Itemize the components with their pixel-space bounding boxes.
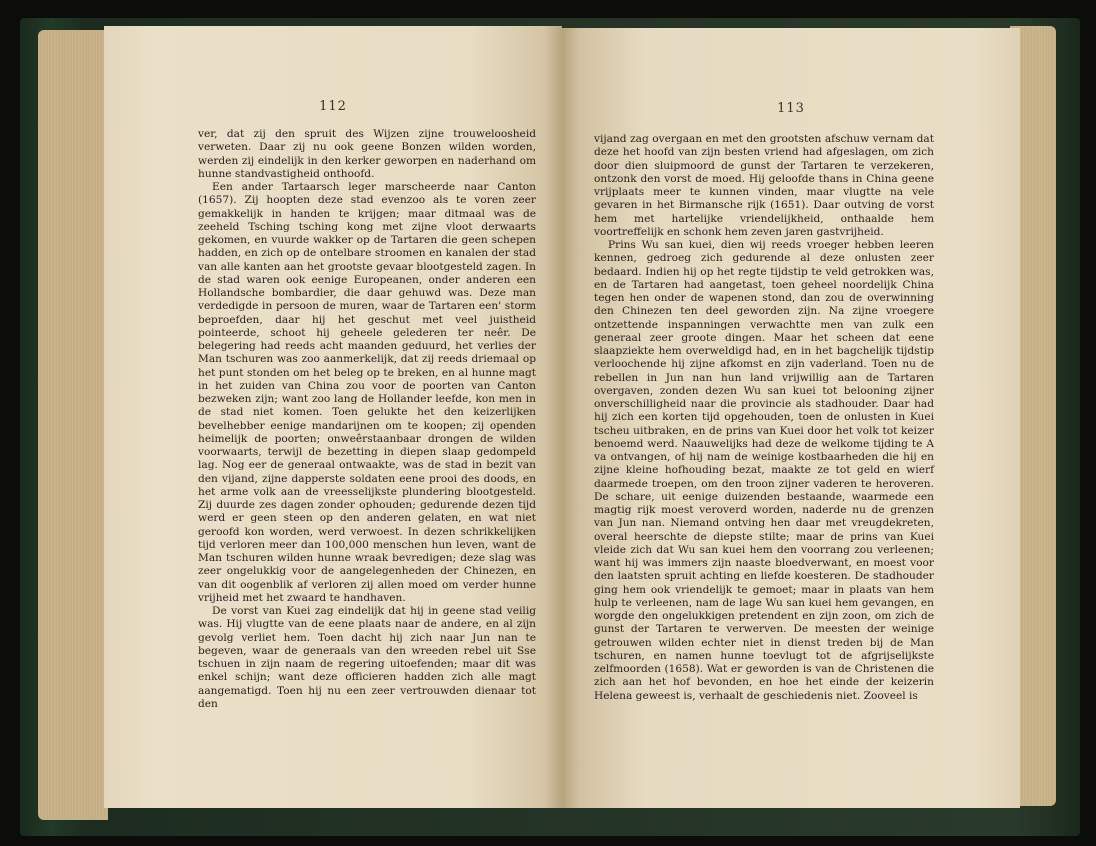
right-page-text: [594, 133, 934, 703]
left-page: [104, 26, 562, 808]
left-page-text: [198, 128, 536, 711]
right-page: [562, 28, 1020, 808]
right-page-number: 113: [777, 101, 805, 116]
left-page-number: 112: [319, 99, 347, 114]
page-edges-left: [38, 30, 108, 820]
paragraph: De vorst van Kuei zag eindelijk dat hij in geene stad veilig was. Hij vlugtte van de eene plaats naar de andere, en al zijn gevolg verliet hem. Toen dacht hij zich naar Jun nan te begeven, waar de generaals van den wreeden rebel uit Sse tschuen in zijn naam de regering uitoefenden; maar dit was enkel schijn; want deze officieren hadden zich alle magt aangematigd. Toen hij nu een zeer vertrouwden dienaar tot den: [198, 605, 536, 710]
paragraph: ver, dat zij den spruit des Wijzen zijne trouweloosheid verweten. Daar zij nu ook geene Bonzen wilden worden, werden zij eindelijk in den kerker geworpen en naderhand om hunne standvastigheid onthoofd.: [198, 128, 536, 180]
paragraph: vijand zag overgaan en met den grootsten afschuw vernam dat deze het hoofd van zijn besten vriend had afgeslagen, om zich door dien sluipmoord de gunst der Tartaren te verzekeren, ontzonk den vorst de moed. Hij geloofde thans in China geene vrijplaats meer te kunnen vinden, maar vlugtte na vele gevaren in het Birmansche rijk (1651). Daar outving de vorst hem met hartelijke vriendelijkheid, onthaalde hem voortreffelijk en schonk hem zeven jaren gastvrijheid.: [594, 133, 934, 238]
paragraph: Een ander Tartaarsch leger marscheerde naar Canton (1657). Zij hoopten deze stad evenzoo als te voren zeer gemakkelijk in handen te krijgen; maar ditmaal was de zeeheld Tsching tsching kong met zijne vloot derwaarts gekomen, en vuurde wakker op de Tartaren die geen schepen hadden, en zich op de ontelbare stroomen en kanalen der stad van alle kanten aan het grootste gevaar blootgesteld zagen. In de stad waren ook eenige Europeanen, onder anderen een Hollandsche bombardier, die daar gehuwd was. Deze man verdedigde in persoon de muren, waar de Tartaren een' storm beproefden, daar hij het geschut met veel juistheid pointeerde, schoot hij geheele gelederen ter neêr. De belegering had reeds acht maanden geduurd, het verlies der Man tschuren was zoo aanmerkelijk, dat zij reeds driemaal op het punt stonden om het beleg op te breken, en al hunne magt in het zuiden van China zou voor de poorten van Canton bezweken zijn; want zoo lang de Hollander leefde, kon men in de stad niet komen. Toen gelukte het den keizerlijken bevelhebber eenige mandarijnen om te koopen; zij openden heimelijk de poorten; onweêrstaanbaar drongen de wilden voorwaarts, terwijl de bezetting in diepen slaap gedompeld lag. Nog eer de generaal ontwaakte, was de stad in bezit van den vijand, zijne dapperste soldaten eene prooi des doods, en het arme volk aan de vreesselijkste plundering blootgesteld. Zij duurde zes dagen zonder ophouden; gedurende dezen tijd werd er geen steen op den anderen gelaten, en wat niet geroofd kon worden, werd verwoest. In dezen schrikkelijken tijd verloren meer dan 100,000 menschen hun leven, want de Man tschuren wilden hunne wraak bevredigen; deze slag was zeer ongelukkig voor de aangelegenheden der Chinezen, en van dit oogenblik af verloren zij allen moed om verder hunne vrijheid met het zwaard te handhaven.: [198, 181, 536, 604]
paragraph: Prins Wu san kuei, dien wij reeds vroeger hebben leeren kennen, gedroeg zich gedurende al deze onlusten zeer bedaard. Indien hij op het regte tijdstip te veld getrokken was, en de Tartaren had aangetast, toen geheel noordelijk China tegen hen onder de wapenen stond, dan zou de overwinning den Chinezen ten deel geworden zijn. Na zijne vroegere ontzettende inspanningen verwachtte men van zulk een generaal zeer groote dingen. Maar het scheen dat eene slaapziekte hem overweldigd had, en in het bagchelijk tijdstip verloochende hij zijne afkomst en zijn vaderland. Toen nu de rebellen in Jun nan hun land vrijwillig aan de Tartaren overgaven, zonden dezen Wu san kuei tot belooning zijner onverschilligheid naar die provincie als stadhouder. Daar had hij zich een korten tijd opgehouden, toen de onlusten in Kuei tscheu uitbraken, en de prins van Kuei door het volk tot keizer benoemd werd. Naauwelijks had deze de welkome tijding te A va ontvangen, of hij nam de weinige kostbaarheden die hij en zijne kleine hofhouding bezat, maakte ze tot geld en wierf daarmede troepen, om den troon zijner vaderen te heroveren. De schare, uit eenige duizenden bestaande, waarmede een magtig rijk moest veroverd worden, naderde nu de grenzen van Jun nan. Niemand ontving hen daar met vreugdekreten, overal heerschte de diepste stilte; maar de prins van Kuei vleide zich dat Wu san kuei hem den voorrang zou verleenen; want hij was immers zijn naaste bloedverwant, en moest voor den laatsten spruit achting en liefde koesteren. De stadhouder ging hem ook vriendelijk te gemoet; maar in plaats van hem hulp te verleenen, nam de lage Wu san kuei hem gevangen, en worgde den ongelukkigen pretendent en zijn zoon, om zich de gunst der Tartaren te verwerven. De meesten der weinige getrouwen wilden echter niet in dienst treden bij de Man tschuren, en namen hunne toevlugt tot de afgrijselijkste zelfmoorden (1658). Wat er geworden is van de Christenen die zich aan het hof bevonden, en hoe het einde der keizerin Helena geweest is, verhaalt de geschiedenis niet. Zooveel is: [594, 239, 934, 702]
